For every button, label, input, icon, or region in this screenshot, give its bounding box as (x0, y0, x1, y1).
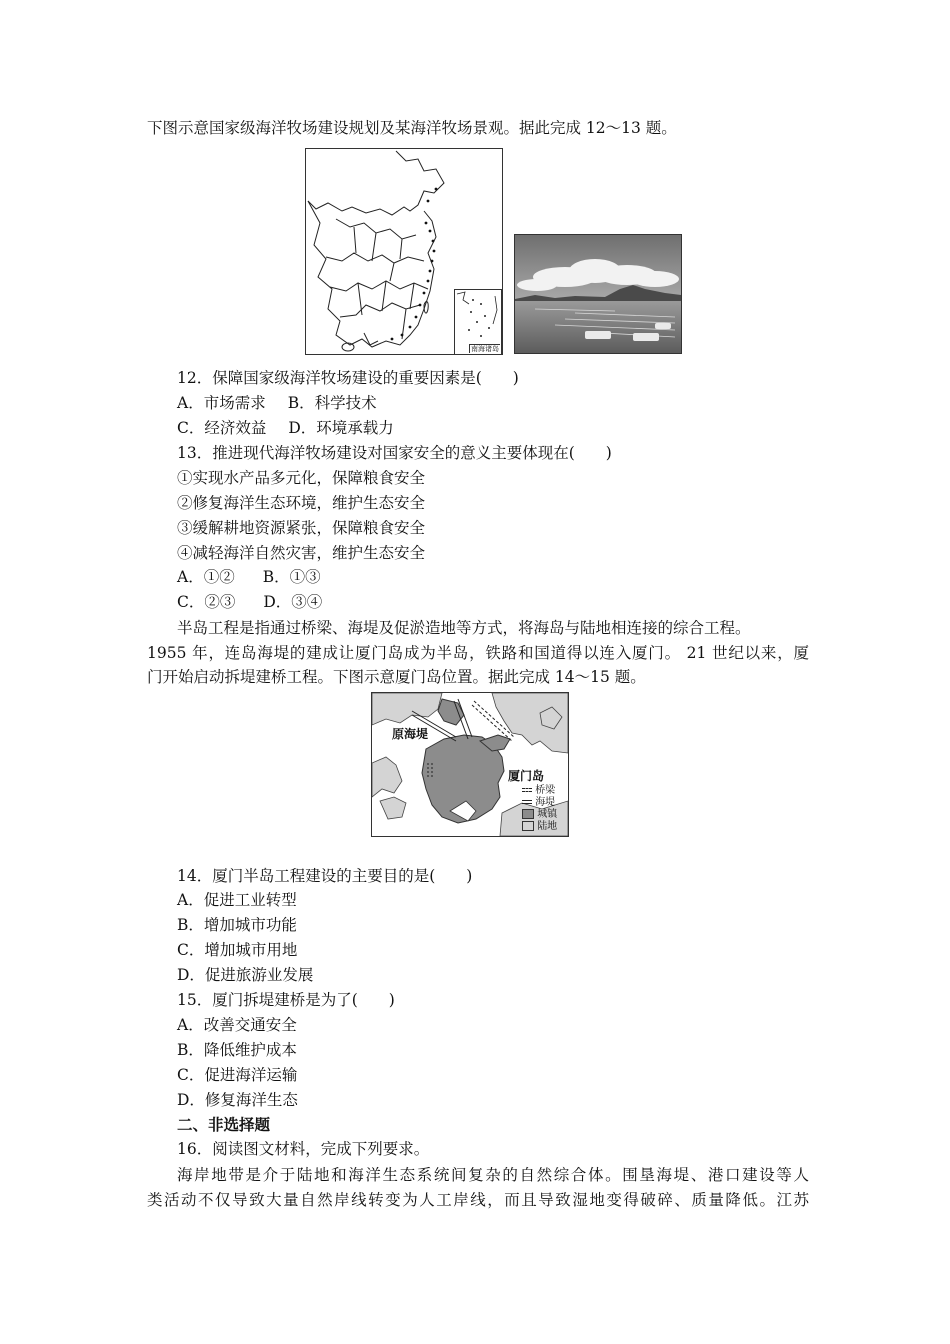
section-title: 二、非选择题 (177, 1116, 271, 1134)
q15-option-d[interactable]: D．修复海洋生态 (177, 1091, 298, 1109)
q14-option-d[interactable]: D．促进旅游业发展 (177, 966, 314, 984)
q13-item-2: ②修复海洋生态环境，维护生态安全 (177, 494, 426, 512)
xiamen-map-figure (371, 692, 569, 837)
q13-options-row2 (177, 591, 322, 613)
passage-line-1: 半岛工程是指通过桥梁、海堤及促淤造地等方式，将海岛与陆地相连接的综合工程。 (177, 619, 751, 637)
map2-legend (522, 785, 557, 833)
south-sea-inset (454, 289, 502, 355)
legend-bridge-label: 桥梁 (535, 785, 556, 796)
q13-item-3: ③缓解耕地资源紧张，保障粮食安全 (177, 519, 426, 537)
q12-option-b[interactable]: B．科学技术 (287, 394, 377, 412)
legend-town (522, 809, 557, 821)
china-map-figure (305, 148, 503, 355)
legend-town-label: 城镇 (537, 809, 558, 820)
legend-dike-label: 海堤 (535, 797, 556, 808)
q13-item-4: ④减轻海洋自然灾害，维护生态安全 (177, 544, 426, 562)
q15-option-a[interactable]: A．改善交通安全 (177, 1016, 297, 1034)
q13-stem: 13．推进现代海洋牧场建设对国家安全的意义主要体现在( ) (177, 444, 612, 462)
q13-options-row1 (177, 566, 321, 588)
q14-option-a[interactable]: A．促进工业转型 (177, 891, 297, 909)
legend-town-symbol (522, 809, 534, 819)
legend-land-symbol (522, 821, 534, 831)
q15-option-c[interactable]: C．促进海洋运输 (177, 1066, 298, 1084)
q12-option-d[interactable]: D．环境承载力 (288, 419, 394, 437)
q15-stem: 15．厦门拆堤建桥是为了( ) (177, 991, 395, 1009)
q16-line-1: 海岸地带是介于陆地和海洋生态系统间复杂的自然综合体。围垦海堤、港口建设等人 (177, 1166, 809, 1184)
q13-option-d[interactable]: D．③④ (263, 593, 323, 611)
intro-text: 下图示意国家级海洋牧场建设规划及某海洋牧场景观。据此完成 12～13 题。 (147, 119, 677, 137)
q16-line-2: 类活动不仅导致大量自然岸线转变为人工岸线，而且导致湿地变得破碎、质量降低。江苏 (147, 1191, 809, 1209)
q14-option-c[interactable]: C．增加城市用地 (177, 941, 298, 959)
q13-option-a[interactable]: A．①② (177, 568, 235, 586)
q12-stem: 12．保障国家级海洋牧场建设的重要因素是( ) (177, 369, 519, 387)
marine-ranch-photo (514, 234, 682, 354)
q14-option-b[interactable]: B．增加城市功能 (177, 916, 297, 934)
q14-stem: 14．厦门半岛工程建设的主要目的是( ) (177, 867, 473, 885)
q13-option-c[interactable]: C．②③ (177, 593, 236, 611)
marine-ranch-scene (515, 235, 681, 353)
map2-label-dike: 原海堤 (392, 727, 429, 741)
south-sea-islands-graphic (455, 290, 501, 342)
legend-bridge-symbol (522, 788, 532, 792)
q15-option-b[interactable]: B．降低维护成本 (177, 1041, 297, 1059)
q12-option-a[interactable]: A．市场需求 (177, 394, 266, 412)
inset-label: 南海诸岛 (471, 345, 499, 353)
q12-options-row1 (177, 392, 377, 414)
q12-options-row2 (177, 417, 394, 439)
legend-land-label: 陆地 (537, 821, 558, 832)
legend-dike (522, 797, 557, 809)
passage-line-3: 门开始启动拆堤建桥工程。下图示意厦门岛位置。据此完成 14～15 题。 (147, 668, 646, 686)
map2-label-island: 厦门岛 (508, 769, 545, 783)
q13-item-1: ①实现水产品多元化，保障粮食安全 (177, 469, 426, 487)
q13-option-b[interactable]: B．①③ (262, 568, 321, 586)
legend-dike-symbol (522, 800, 532, 804)
legend-land (522, 821, 557, 833)
q12-option-c[interactable]: C．经济效益 (177, 419, 267, 437)
q16-stem: 16．阅读图文材料，完成下列要求。 (177, 1140, 430, 1158)
legend-bridge (522, 785, 557, 797)
passage-line-2: 1955 年，连岛海堤的建成让厦门岛成为半岛，铁路和国道得以连入厦门。 21 世纪以来，厦 (147, 644, 809, 662)
